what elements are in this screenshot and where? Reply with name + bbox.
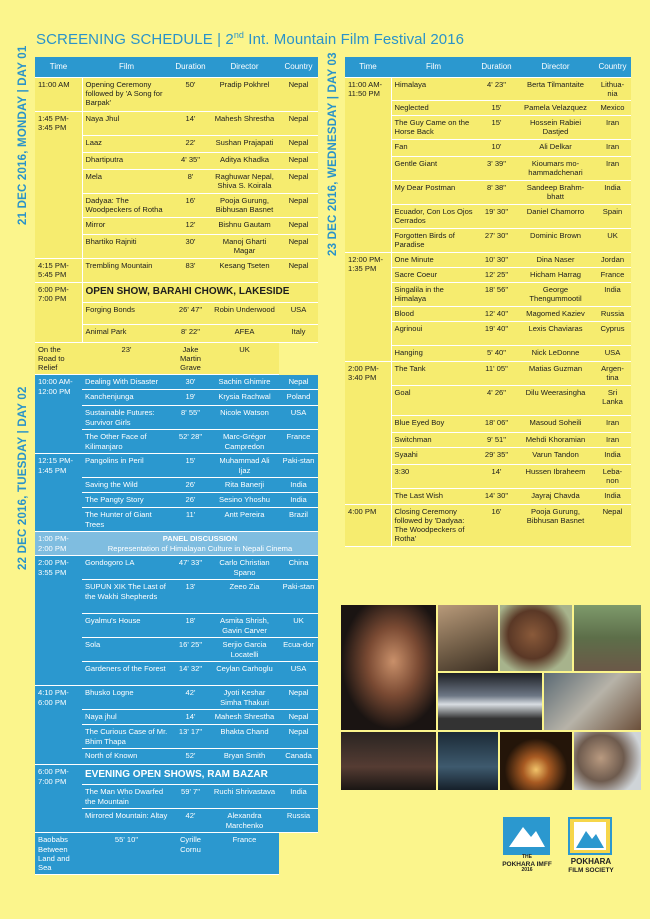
film-duration: 19' 40" (476, 322, 517, 346)
film-country: Sri Lanka (594, 385, 631, 415)
film-duration: 9' 51" (476, 432, 517, 447)
film-director: Bishnu Gautam (210, 217, 279, 234)
film-title: Goal (391, 385, 476, 415)
still-old-man (574, 732, 641, 790)
film-title: Gondogoro LA (82, 556, 171, 580)
film-director: Varun Tandon (517, 447, 594, 464)
still-woman-portrait (341, 605, 436, 730)
film-title: Pangolins in Peril (82, 454, 171, 478)
film-duration: 14' 32" (171, 662, 210, 686)
film-director: Antt Pereira (210, 508, 279, 532)
film-country: UK (279, 614, 318, 638)
film-title: Bhusko Logne (82, 686, 171, 710)
film-duration: 26' (171, 493, 210, 508)
film-director: Jayraj Chavda (517, 488, 594, 504)
film-country: USA (279, 406, 318, 430)
film-duration: 11' (171, 508, 210, 532)
col-director: Director (210, 57, 279, 77)
film-duration: 4' 26" (476, 385, 517, 415)
film-duration: 8' 22" (171, 324, 210, 342)
film-title: Baobabs Between Land and Sea (35, 833, 82, 875)
film-title: Sacre Coeur (391, 268, 476, 283)
film-country: Paki-stan (279, 454, 318, 478)
film-title: Fan (391, 140, 476, 157)
film-country: Mexico (594, 101, 631, 116)
film-director: Alexandra Marchenko (210, 809, 279, 833)
film-title: Sustainable Futures: Survivor Girls (82, 406, 171, 430)
screening-time: 1:00 PM- 2:00 PM (35, 532, 82, 556)
film-duration: 27' 30" (476, 229, 517, 253)
film-director: Robin Underwood (210, 302, 279, 324)
film-country: Iran (594, 116, 631, 140)
film-country: Iran (594, 432, 631, 447)
film-duration: 15' (171, 454, 210, 478)
film-director: Cyrille Cornu (171, 833, 210, 875)
still-children (544, 673, 641, 730)
film-title: The Man Who Dwarfed the Mountain (82, 785, 171, 809)
film-country: China (279, 556, 318, 580)
col-time: Time (345, 57, 391, 77)
film-director: Jake Martin Grave (171, 342, 210, 375)
film-country: UK (594, 229, 631, 253)
film-director: Zeeo Zia (210, 580, 279, 614)
film-country: Poland (279, 390, 318, 406)
film-duration: 14' (171, 111, 210, 135)
film-country: Nepal (279, 686, 318, 710)
pokhara-imff-logo (503, 817, 550, 855)
film-director: Pamela Velazquez (517, 101, 594, 116)
film-country: Nepal (279, 111, 318, 135)
film-duration: 19' (171, 390, 210, 406)
film-director: Nicole Watson (210, 406, 279, 430)
film-duration: 22' (171, 135, 210, 152)
film-title: Blood (391, 307, 476, 322)
film-duration: 5' 40" (476, 346, 517, 362)
film-duration: 13' 17" (171, 725, 210, 749)
screening-time: 6:00 PM- 7:00 PM (35, 765, 82, 833)
film-director: Sandeep Brahm-bhatt (517, 181, 594, 205)
film-director: Pradip Pokhrel (210, 77, 279, 111)
film-country: Nepal (279, 193, 318, 217)
film-director: Bhakta Chand (210, 725, 279, 749)
schedule-row (35, 833, 318, 875)
film-director: Serjio Garcia Locatelli (210, 638, 279, 662)
film-director: Asmita Shrish, Gavin Carver (210, 614, 279, 638)
col-film: Film (82, 57, 171, 77)
film-country: Brazil (279, 508, 318, 532)
film-country: Canada (279, 749, 318, 765)
film-title: Hanging (391, 346, 476, 362)
film-title: The Curious Case of Mr. Bhim Thapa (82, 725, 171, 749)
film-duration: 52' (171, 749, 210, 765)
film-country: Nepal (279, 234, 318, 258)
film-title: Kanchenjunga (82, 390, 171, 406)
film-director: Dominic Brown (517, 229, 594, 253)
panel-discussion (82, 532, 318, 556)
film-duration: 16' (476, 504, 517, 546)
col-country: Country (279, 57, 318, 77)
film-country: India (594, 488, 631, 504)
film-country: India (279, 785, 318, 809)
film-duration: 26' (171, 478, 210, 493)
schedule-table-left (35, 57, 318, 875)
day1-label: 21 DEC 2016, MONDAY | DAY 01 (17, 45, 29, 225)
film-duration: 12' 40" (476, 307, 517, 322)
film-director: Ali Delkar (517, 140, 594, 157)
film-title: One Minute (391, 253, 476, 268)
film-director: AFEA (210, 324, 279, 342)
film-country: Nepal (279, 258, 318, 282)
screening-time: 4:10 PM- 6:00 PM (35, 686, 82, 765)
film-duration: 3' 39" (476, 157, 517, 181)
film-duration: 16' 25" (171, 638, 210, 662)
film-title: The Other Face of Kilimanjaro (82, 430, 171, 454)
schedule-row (35, 342, 318, 375)
film-country: Nepal (279, 375, 318, 390)
film-country: France (594, 268, 631, 283)
page-title: SCREENING SCHEDULE | 2nd Int. Mountain Film Festival 2016 (36, 30, 465, 48)
schedule-row (35, 454, 318, 478)
film-duration: 50' (171, 77, 210, 111)
film-duration: 11' 05" (476, 362, 517, 386)
film-title: Gentle Giant (391, 157, 476, 181)
film-country: France (279, 430, 318, 454)
film-title: The Pangty Story (82, 493, 171, 508)
film-duration: 59' 7" (171, 785, 210, 809)
film-title: Syaahi (391, 447, 476, 464)
col-country: Country (594, 57, 631, 77)
film-country: India (594, 283, 631, 307)
film-duration: 42' (171, 809, 210, 833)
film-title: The Hunter of Giant Trees (82, 508, 171, 532)
section-header-row (35, 765, 318, 785)
film-director: Sachin Ghimire (210, 375, 279, 390)
still-hand-lipstick (341, 732, 436, 790)
film-country: USA (279, 662, 318, 686)
film-title: Neglected (391, 101, 476, 116)
film-title: On the Road to Relief (35, 342, 82, 375)
screening-time: 2:00 PM- 3:40 PM (345, 362, 391, 505)
film-director: Sesino Yhoshu (210, 493, 279, 508)
film-director: Nick LeDonne (517, 346, 594, 362)
film-country: Lithua-nia (594, 77, 631, 101)
film-duration: 8' (171, 169, 210, 193)
film-country: Russia (279, 809, 318, 833)
film-title: Naya jhul (82, 710, 171, 725)
film-director: Kesang Tseten (210, 258, 279, 282)
col-director: Director (517, 57, 594, 77)
film-director: Muhammad Ali Ijaz (210, 454, 279, 478)
film-duration: 14' (476, 464, 517, 488)
film-country: Iran (594, 415, 631, 432)
film-duration: 16' (171, 193, 210, 217)
film-title: The Last Wish (391, 488, 476, 504)
film-country: India (279, 493, 318, 508)
schedule-row (345, 77, 631, 101)
film-director: Sushan Prajapati (210, 135, 279, 152)
film-country: India (594, 181, 631, 205)
film-director: Kioumars mo-hammadchenari (517, 157, 594, 181)
film-title: Dadyaa: The Woodpeckers of Rotha (82, 193, 171, 217)
screening-time: 11:00 AM (35, 77, 82, 111)
film-director: Magomed Kaziev (517, 307, 594, 322)
screening-time: 4:15 PM- 5:45 PM (35, 258, 82, 282)
film-duration: 19' 30" (476, 205, 517, 229)
screening-time: 11:00 AM- 11:50 PM (345, 77, 391, 253)
schedule-row (35, 556, 318, 580)
film-country: USA (279, 302, 318, 324)
film-title: Ecuador, Con Los Ojos Cerrados (391, 205, 476, 229)
film-country: India (279, 478, 318, 493)
film-director: Dina Naser (517, 253, 594, 268)
film-duration: 18' 06" (476, 415, 517, 432)
film-country: Nepal (279, 135, 318, 152)
film-country: UK (210, 342, 279, 375)
film-duration: 15' (476, 116, 517, 140)
film-title: Gyalmu's House (82, 614, 171, 638)
film-director: Ceylan Carhoglu (210, 662, 279, 686)
schedule-row (345, 253, 631, 268)
schedule-row (35, 111, 318, 135)
film-director: Berta Tilmantaite (517, 77, 594, 101)
film-director: Bryan Smith (210, 749, 279, 765)
film-director: Marc-Grégor Campredon (210, 430, 279, 454)
film-duration: 8' 55" (171, 406, 210, 430)
screening-time: 2:00 PM- 3:55 PM (35, 556, 82, 686)
film-title: The Guy Came on the Horse Back (391, 116, 476, 140)
schedule-row (345, 362, 631, 386)
film-title: Gardeners of the Forest (82, 662, 171, 686)
film-country: Spain (594, 205, 631, 229)
film-mountain-icon (570, 819, 610, 853)
film-title: Opening Ceremony followed by 'A Song for Barpak' (82, 77, 171, 111)
film-country: Nepal (279, 169, 318, 193)
day3-label: 23 DEC 2016, WEDNESDAY | DAY 03 (327, 52, 339, 256)
film-title: Switchman (391, 432, 476, 447)
film-title: The Tank (391, 362, 476, 386)
film-country: Jordan (594, 253, 631, 268)
pokhara-imff-text: THE POKHARA IMFF 2016 (502, 854, 552, 873)
film-country: Paki-stan (279, 580, 318, 614)
panel-discussion-row (35, 532, 318, 556)
screening-time: 10:00 AM- 12:00 PM (35, 375, 82, 454)
film-director: George Thengummootil (517, 283, 594, 307)
film-duration: 4' 35" (171, 152, 210, 169)
still-elephants (574, 605, 641, 671)
film-duration: 42' (171, 686, 210, 710)
film-title: Forgotten Birds of Paradise (391, 229, 476, 253)
film-duration: 13' (171, 580, 210, 614)
film-title: Agrinoui (391, 322, 476, 346)
film-country: Iran (594, 140, 631, 157)
film-director: Mahesh Shrestha (210, 710, 279, 725)
screening-time: 12:00 PM- 1:35 PM (345, 253, 391, 362)
col-time: Time (35, 57, 82, 77)
day2-label: 22 DEC 2016, TUESDAY | DAY 02 (17, 386, 29, 570)
film-director: Pooja Gurung, Bibhusan Basnet (210, 193, 279, 217)
still-yak-figures (438, 732, 498, 790)
mountain-icon (503, 817, 550, 855)
screening-time: 12:15 PM- 1:45 PM (35, 454, 82, 532)
schedule-row (345, 504, 631, 546)
panel-title: PANEL DISCUSSION (162, 534, 238, 544)
still-campfire (500, 732, 572, 790)
screening-time: 4:00 PM (345, 504, 391, 546)
film-country: Cyprus (594, 322, 631, 346)
film-director: Carlo Christian Spano (210, 556, 279, 580)
film-director: Manoj Gharti Magar (210, 234, 279, 258)
film-title: Saving the Wild (82, 478, 171, 493)
film-country: France (210, 833, 279, 875)
film-duration: 52' 28" (171, 430, 210, 454)
film-country: Nepal (279, 217, 318, 234)
film-title: Animal Park (82, 324, 171, 342)
film-duration: 29' 35" (476, 447, 517, 464)
schedule-row (35, 686, 318, 710)
film-duration: 14' (171, 710, 210, 725)
film-stills-collage (341, 605, 641, 790)
film-title: Singalila in the Himalaya (391, 283, 476, 307)
section-title: EVENING OPEN SHOWS, RAM BAZAR (82, 765, 318, 785)
film-director: Lexis Chaviaras (517, 322, 594, 346)
film-title: Himalaya (391, 77, 476, 101)
film-duration: 23' (82, 342, 171, 375)
schedule-row (35, 258, 318, 282)
section-header-row (35, 282, 318, 302)
schedule-row (35, 375, 318, 390)
panel-subtitle: Representation of Himalayan Culture in Nepali Cinema (107, 543, 293, 553)
film-title: Laaz (82, 135, 171, 152)
film-country: Ecua-dor (279, 638, 318, 662)
film-director: Jyoti Keshar Simha Thakuri (210, 686, 279, 710)
film-director: Ruchi Shrivastava (210, 785, 279, 809)
film-country: Italy (279, 324, 318, 342)
screening-time: 6:00 PM- 7:00 PM (35, 282, 82, 342)
film-duration: 47' 33" (171, 556, 210, 580)
film-duration: 4' 23" (476, 77, 517, 101)
film-title: Mirrored Mountain: Altay (82, 809, 171, 833)
film-title: Trembling Mountain (82, 258, 171, 282)
still-mountain-clouds (438, 673, 542, 730)
pokhara-film-society-logo (568, 817, 612, 855)
film-director: Aditya Khadka (210, 152, 279, 169)
film-title: My Dear Postman (391, 181, 476, 205)
pokhara-film-society-text: POKHARA FILM SOCIETY (568, 857, 614, 874)
film-duration: 12' (171, 217, 210, 234)
film-duration: 8' 38" (476, 181, 517, 205)
film-director: Krysia Rachwal (210, 390, 279, 406)
film-duration: 30' (171, 375, 210, 390)
film-country: Nepal (279, 710, 318, 725)
film-title: Forging Bonds (82, 302, 171, 324)
col-film: Film (391, 57, 476, 77)
screening-time: 1:45 PM- 3:45 PM (35, 111, 82, 258)
film-duration: 18' 56" (476, 283, 517, 307)
film-director: Mehdi Khoramian (517, 432, 594, 447)
section-title: OPEN SHOW, BARAHI CHOWK, LAKESIDE (82, 282, 318, 302)
film-country: Nepal (279, 152, 318, 169)
film-duration: 14' 30" (476, 488, 517, 504)
film-country: Nepal (279, 77, 318, 111)
film-duration: 83' (171, 258, 210, 282)
film-title: Closing Ceremony followed by 'Dadyaa: The Woodpeckers of Rotha' (391, 504, 476, 546)
film-director: Hossein Rabiei Dastjed (517, 116, 594, 140)
film-duration: 18' (171, 614, 210, 638)
film-country: Leba-non (594, 464, 631, 488)
film-duration: 55' 10" (82, 833, 171, 875)
film-title: Bhartiko Rajniti (82, 234, 171, 258)
film-director: Hussen Ibraheem (517, 464, 594, 488)
film-title: Naya Jhul (82, 111, 171, 135)
film-duration: 26' 47" (171, 302, 210, 324)
film-duration: 10' 30" (476, 253, 517, 268)
film-title: Mela (82, 169, 171, 193)
film-title: Blue Eyed Boy (391, 415, 476, 432)
film-title: SUPUN XIK The Last of the Wakhi Shepherds (82, 580, 171, 614)
schedule-row (35, 77, 318, 111)
film-country: Argen-tina (594, 362, 631, 386)
film-title: North of Known (82, 749, 171, 765)
still-person-walking (438, 605, 498, 671)
film-director: Masoud Soheili (517, 415, 594, 432)
film-director: Raghuwar Nepal, Shiva S. Koirala (210, 169, 279, 193)
still-african-woman (500, 605, 572, 671)
film-director: Mahesh Shrestha (210, 111, 279, 135)
film-title: Sola (82, 638, 171, 662)
film-director: Pooja Gurung, Bibhusan Basnet (517, 504, 594, 546)
film-director: Dilu Weerasingha (517, 385, 594, 415)
film-title: Dealing With Disaster (82, 375, 171, 390)
film-director: Rita Banerji (210, 478, 279, 493)
film-director: Matias Guzman (517, 362, 594, 386)
film-country: Nepal (594, 504, 631, 546)
film-director: Hicham Harrag (517, 268, 594, 283)
film-country: USA (594, 346, 631, 362)
film-duration: 10' (476, 140, 517, 157)
film-duration: 12' 25" (476, 268, 517, 283)
film-country: Nepal (279, 725, 318, 749)
schedule-table-right (345, 57, 631, 547)
film-country: Iran (594, 157, 631, 181)
film-title: Mirror (82, 217, 171, 234)
film-title: Dhartiputra (82, 152, 171, 169)
film-country: Russia (594, 307, 631, 322)
film-director: Daniel Chamorro (517, 205, 594, 229)
film-duration: 30' (171, 234, 210, 258)
film-duration: 15' (476, 101, 517, 116)
col-duration: Duration (171, 57, 210, 77)
film-country: India (594, 447, 631, 464)
film-title: 3:30 (391, 464, 476, 488)
col-duration: Duration (476, 57, 517, 77)
